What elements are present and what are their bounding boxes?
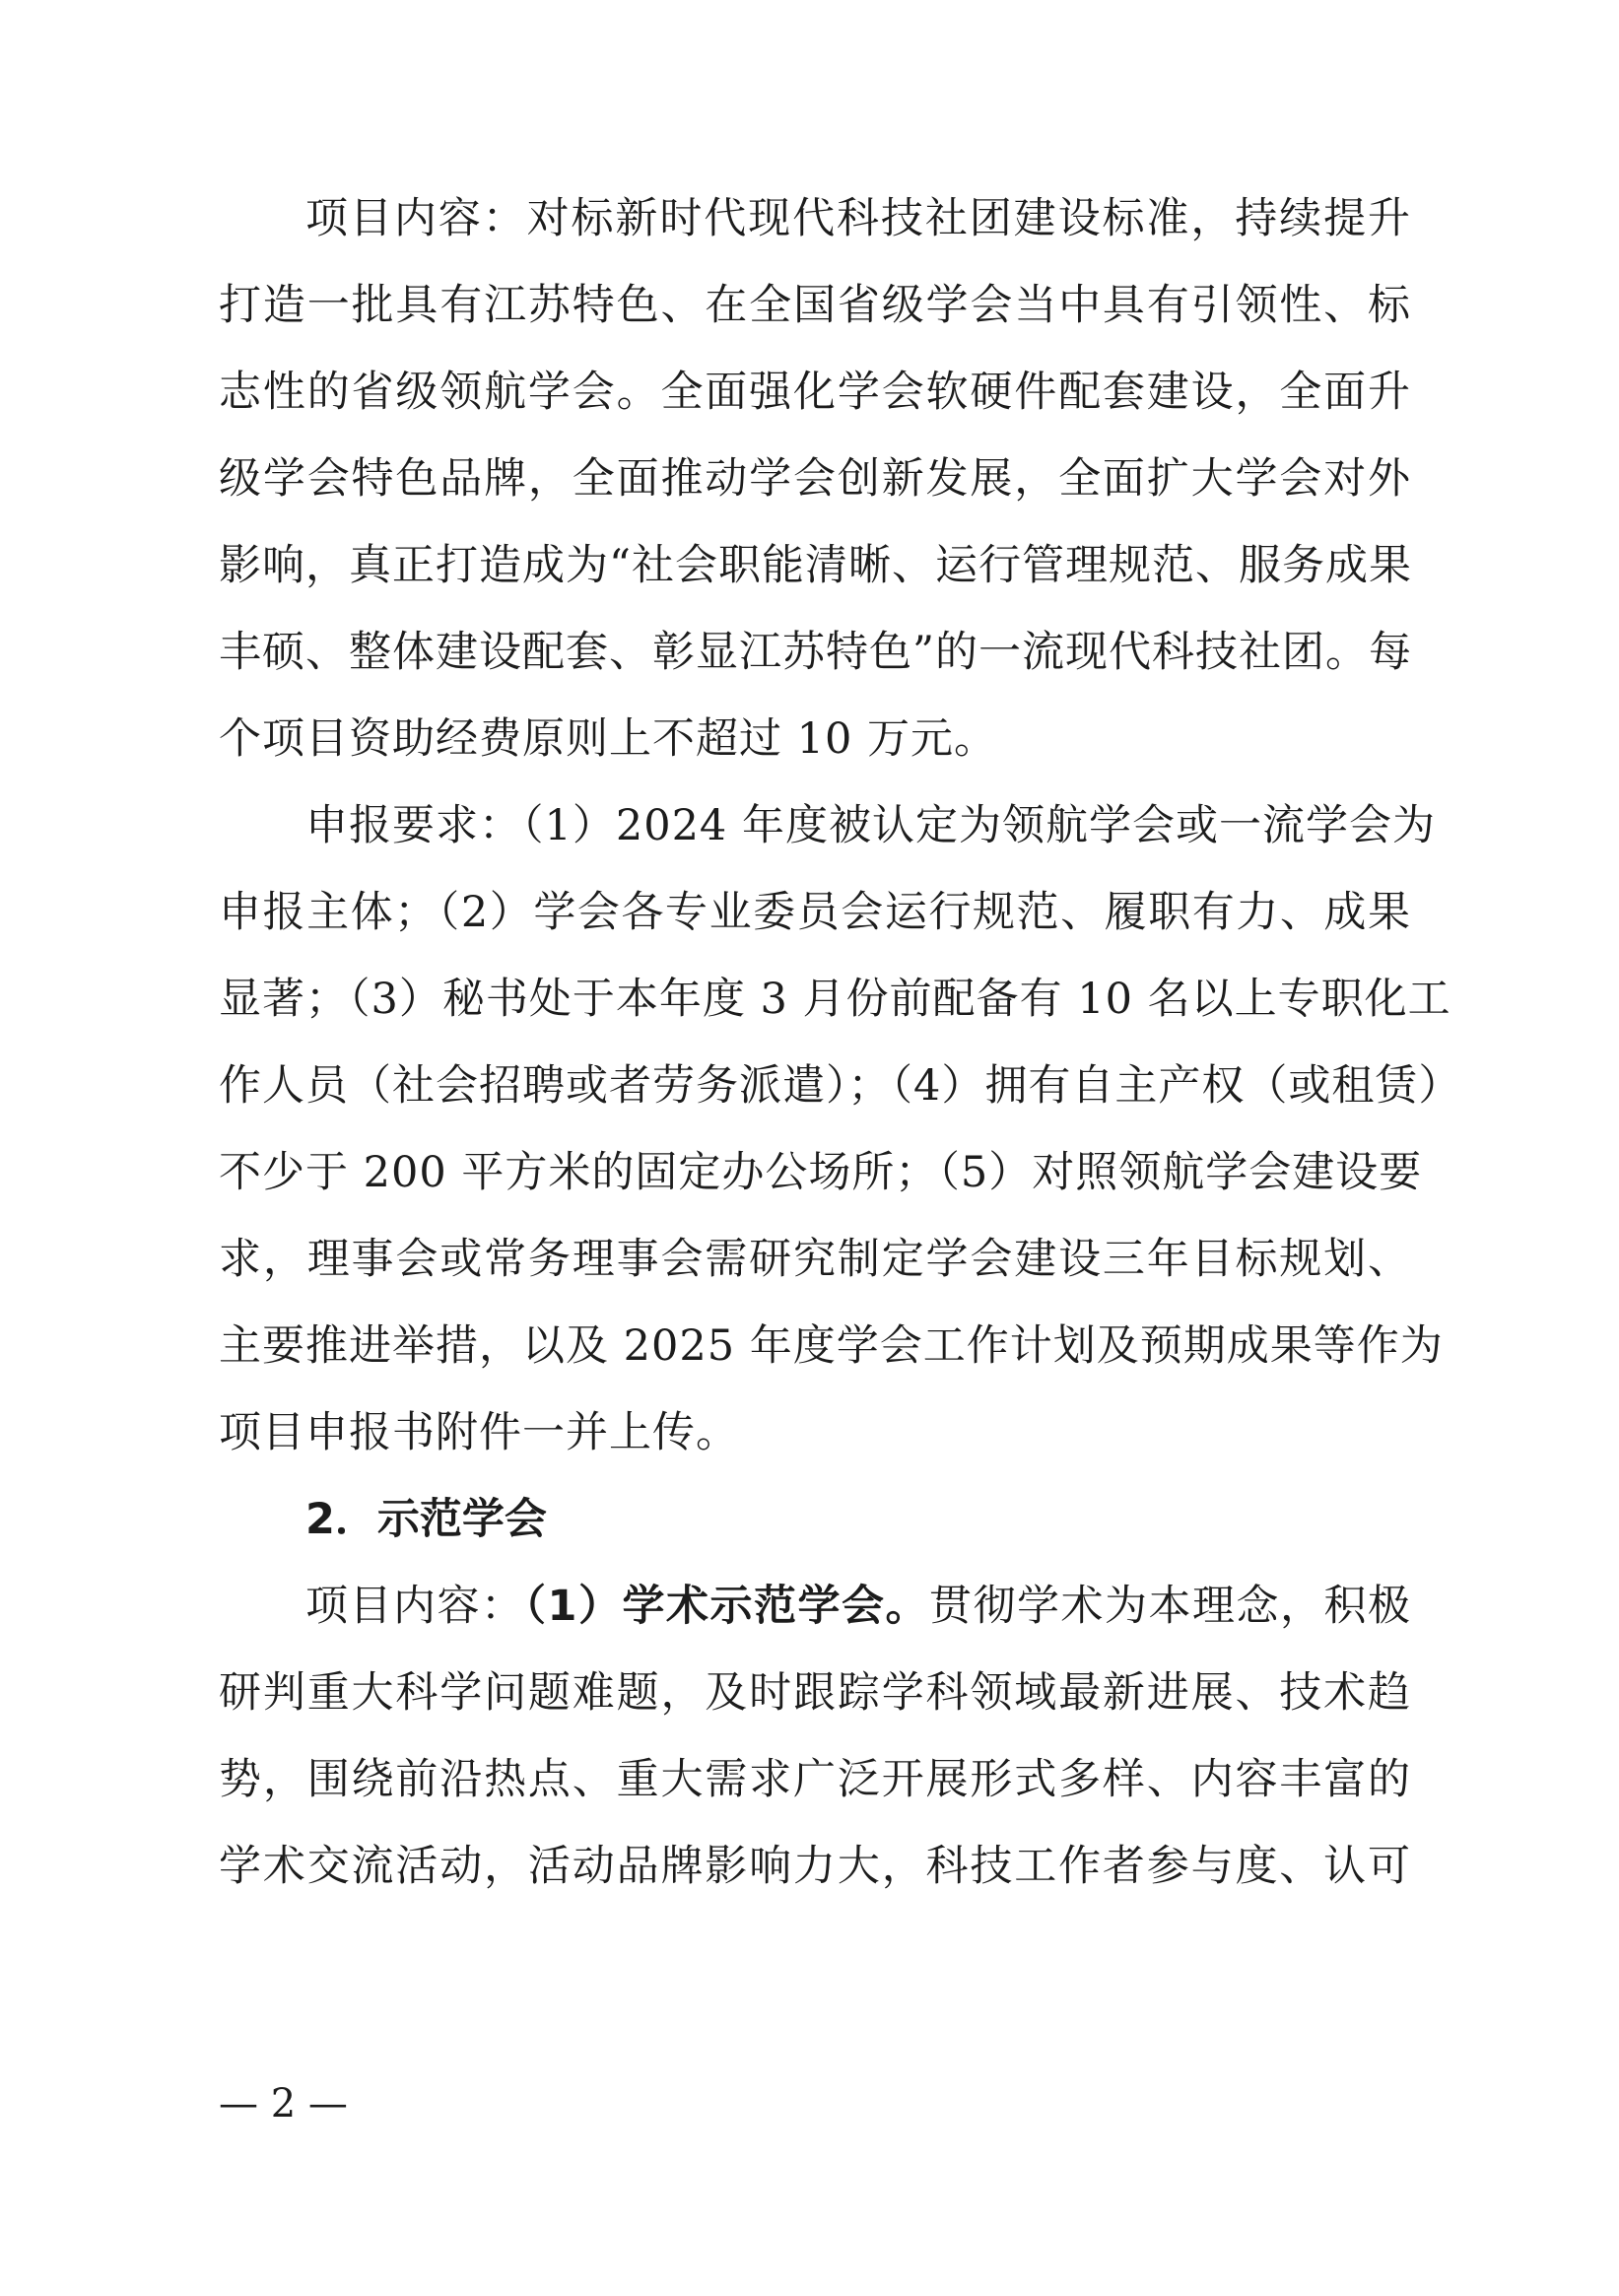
paragraph-2-line-5: 不少于 200 平方米的固定办公场所；（5）对照领航学会建设要 <box>219 1148 1423 1197</box>
paragraph-3-lead: 项目内容： <box>305 1582 525 1631</box>
paragraph-1-line-2: 打造一批具有江苏特色、在全国省级学会当中具有引领性、标 <box>219 281 1411 330</box>
paragraph-1-line-5: 影响，真正打造成为“社会职能清晰、运行管理规范、服务成果 <box>219 541 1412 590</box>
paragraph-3-lead-rest: 贯彻学术为本理念，积极 <box>928 1582 1411 1631</box>
paragraph-2-line-3: 显著；（3）秘书处于本年度 3 月份前配备有 10 名以上专职化工 <box>219 975 1451 1024</box>
section-heading: 2．示范学会 <box>305 1495 547 1544</box>
paragraph-1-line-4: 级学会特色品牌，全面推动学会创新发展，全面扩大学会对外 <box>219 454 1411 504</box>
paragraph-2-line-6: 求，理事会或常务理事会需研究制定学会建设三年目标规划、 <box>219 1235 1411 1284</box>
paragraph-1-line-7: 个项目资助经费原则上不超过 10 万元。 <box>219 714 998 764</box>
paragraph-3-line-4: 学术交流活动，活动品牌影响力大，科技工作者参与度、认可 <box>219 1842 1411 1891</box>
paragraph-3-line-3: 势，围绕前沿热点、重大需求广泛开展形式多样、内容丰富的 <box>219 1755 1411 1804</box>
paragraph-2-line-1: 申报要求：（1）2024 年度被认定为领航学会或一流学会为 <box>305 801 1436 850</box>
paragraph-3-line-1 <box>305 1563 1411 1650</box>
page-number: — 2 — <box>219 2081 348 2127</box>
paragraph-2-line-4: 作人员（社会招聘或者劳务派遣）；（4）拥有自主产权（或租赁） <box>219 1061 1462 1111</box>
paragraph-2-line-8: 项目申报书附件一并上传。 <box>219 1408 739 1457</box>
paragraph-3-bold-title: （1）学术示范学会。 <box>524 1582 929 1631</box>
paragraph-3-line-2: 研判重大科学问题难题，及时跟踪学科领域最新进展、技术趋 <box>219 1668 1411 1718</box>
paragraph-2-line-7: 主要推进举措，以及 2025 年度学会工作计划及预期成果等作为 <box>219 1321 1444 1371</box>
paragraph-1-line-1: 项目内容：对标新时代现代科技社团建设标准，持续提升 <box>305 194 1411 243</box>
paragraph-1-line-3: 志性的省级领航学会。全面强化学会软硬件配套建设，全面升 <box>219 368 1411 417</box>
paragraph-1-line-6: 丰硕、整体建设配套、彰显江苏特色”的一流现代科技社团。每 <box>219 628 1412 677</box>
paragraph-2-line-2: 申报主体；（2）学会各专业委员会运行规范、履职有力、成果 <box>219 888 1411 937</box>
